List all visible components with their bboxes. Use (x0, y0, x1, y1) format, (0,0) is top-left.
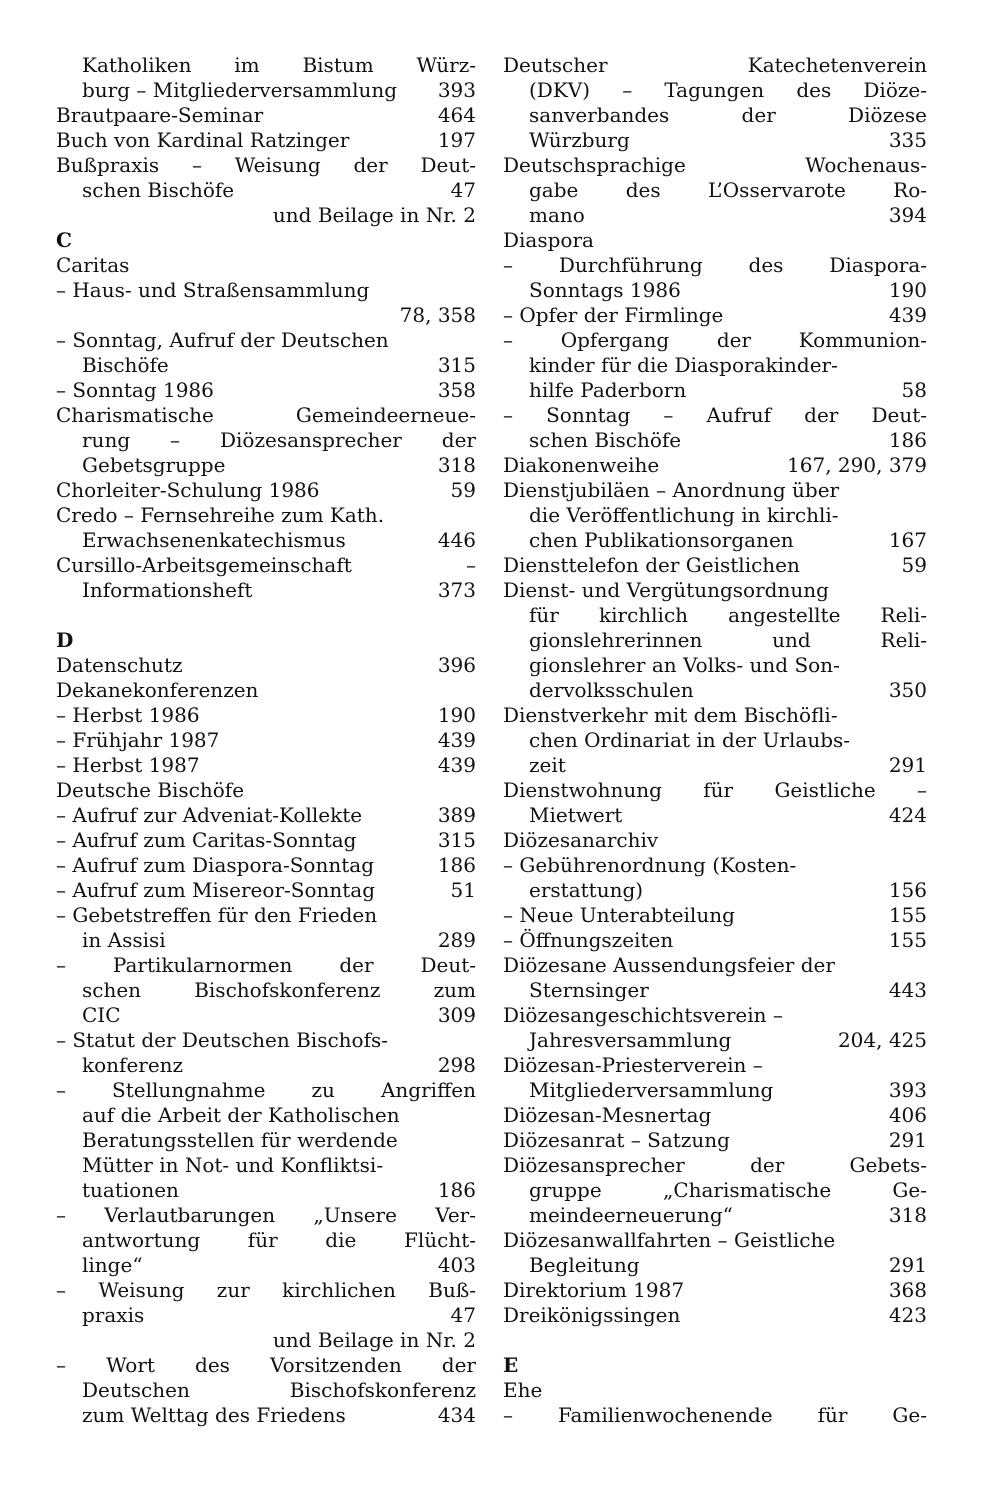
index-entry-text: die Veröffentlichung in kirchli- (529, 503, 839, 527)
index-entry-text: Katholiken im Bistum Würz- (82, 53, 476, 77)
index-line (503, 1153, 927, 1178)
index-entry-text: Dienstjubiläen – Anordnung über (503, 478, 840, 502)
index-entry-text: zum Welttag des Friedens (82, 1403, 346, 1427)
index-line (503, 328, 927, 353)
page-reference: 424 (888, 803, 927, 827)
page-reference: 394 (888, 203, 927, 227)
page-reference: 434 (437, 1403, 476, 1427)
index-line (503, 178, 927, 203)
section-letter (56, 228, 476, 253)
page-reference: 373 (437, 578, 476, 602)
index-line (56, 1003, 476, 1028)
index-entry-text: CIC (82, 1003, 121, 1027)
page-reference: 167 (888, 528, 927, 552)
index-line (56, 503, 476, 528)
index-line (503, 1378, 927, 1403)
index-entry-text: – Gebührenordnung (Kosten- (503, 853, 797, 877)
index-entry-text: Erwachsenenkatechismus (82, 528, 346, 552)
index-line (56, 878, 476, 903)
index-entry-text: – Opfergang der Kommunion- (503, 328, 927, 352)
index-line (56, 203, 476, 228)
index-entry-text: linge“ (82, 1253, 143, 1277)
index-entry-text: gruppe „Charismatische Ge- (529, 1178, 927, 1202)
index-entry-text: – Herbst 1986 (56, 703, 200, 727)
index-entry-text: Diözesansprecher der Gebets- (503, 1153, 927, 1177)
index-entry-text: Dreikönigssingen (503, 1303, 681, 1327)
index-entry-text: Jahresversammlung (529, 1028, 732, 1052)
page-reference: 155 (888, 903, 927, 927)
index-line (503, 153, 927, 178)
page-reference: 318 (888, 1203, 927, 1227)
index-entry-text: gionslehrerinnen und Reli- (529, 628, 927, 652)
index-line (56, 1078, 476, 1103)
index-entry-text: – Durchführung des Diaspora- (503, 253, 927, 277)
index-line (56, 278, 476, 303)
index-entry-text: antwortung für die Flücht- (82, 1228, 476, 1252)
index-line (56, 778, 476, 803)
index-line (503, 1178, 927, 1203)
index-line (56, 1228, 476, 1253)
index-entry-text: kinder für die Diasporakinder- (529, 353, 838, 377)
index-entry-text: – Sonntag – Aufruf der Deut- (503, 403, 927, 427)
index-line (56, 703, 476, 728)
index-entry-text: hilfe Paderborn (529, 378, 687, 402)
index-entry-text: Beratungsstellen für werdende (82, 1128, 398, 1152)
index-line (56, 178, 476, 203)
page-reference: 335 (888, 128, 927, 152)
index-entry-text: schen Bischöfe (82, 178, 235, 202)
index-line (56, 1128, 476, 1153)
page-reference: 318 (437, 453, 476, 477)
index-line (503, 228, 927, 253)
index-line (56, 753, 476, 778)
index-line (56, 1103, 476, 1128)
index-entry-text: tuationen (82, 1178, 179, 1202)
index-entry-text: – Sonntag, Aufruf der Deutschen (56, 328, 389, 352)
index-entry-text: gionslehrer an Volks- und Son- (529, 653, 840, 677)
index-entry-text: burg – Mitgliederversammlung (82, 78, 398, 102)
index-entry-text: Diözesan-Mesnertag (503, 1103, 712, 1127)
index-line (56, 353, 476, 378)
index-entry-text: Cursillo-Arbeitsgemeinschaft – (56, 553, 476, 577)
index-line (56, 428, 476, 453)
index-entry-text: Mütter in Not- und Konfliktsi- (82, 1153, 384, 1177)
index-entry-text: Datenschutz (56, 653, 183, 677)
index-line (56, 453, 476, 478)
index-line (56, 1203, 476, 1228)
page-reference: 156 (888, 878, 927, 902)
page-reference: 446 (437, 528, 476, 552)
index-line (503, 503, 927, 528)
index-line (56, 303, 476, 328)
index-line (503, 678, 927, 703)
index-line (56, 253, 476, 278)
index-entry-text: Bußpraxis – Weisung der Deut- (56, 153, 476, 177)
index-line (56, 403, 476, 428)
index-entry-text: Brautpaare-Seminar (56, 103, 264, 127)
index-entry-text: Diözesan-Priesterverein – (503, 1053, 763, 1077)
index-line (503, 628, 927, 653)
blank-line (56, 603, 476, 628)
index-line (503, 553, 927, 578)
index-line (503, 853, 927, 878)
index-entry-text: Diözesanrat – Satzung (503, 1128, 730, 1152)
index-entry-text: sanverbandes der Diözese (529, 103, 927, 127)
index-entry-text: – Herbst 1987 (56, 753, 200, 777)
section-letter-text: C (56, 228, 72, 252)
page-reference: 439 (888, 303, 927, 327)
index-line (56, 978, 476, 1003)
index-line (503, 53, 927, 78)
page-reference: 190 (888, 278, 927, 302)
page-reference: 423 (888, 1303, 927, 1327)
index-entry-text: auf die Arbeit der Katholischen (82, 1103, 400, 1127)
index-line (56, 1178, 476, 1203)
index-entry-text: Begleitung (529, 1253, 640, 1277)
page-reference: 58 (901, 378, 927, 402)
index-line (503, 203, 927, 228)
index-line (56, 103, 476, 128)
blank-line (503, 1328, 927, 1353)
index-entry-text: Diözesanarchiv (503, 828, 659, 852)
page-reference: 358 (437, 378, 476, 402)
index-entry-text: – Öffnungszeiten (503, 928, 674, 952)
page-reference: 396 (437, 653, 476, 677)
index-line (56, 1053, 476, 1078)
page-reference: 291 (888, 1253, 927, 1277)
index-line (56, 828, 476, 853)
index-line (56, 153, 476, 178)
index-line (56, 653, 476, 678)
index-entry-text: Charismatische Gemeindeerneue- (56, 403, 476, 427)
index-line (56, 678, 476, 703)
index-line (56, 1028, 476, 1053)
index-line (503, 878, 927, 903)
index-entry-text: Credo – Fernsehreihe zum Kath. (56, 503, 385, 527)
page-reference: 186 (437, 853, 476, 877)
index-line (56, 53, 476, 78)
index-entry-text: meindeerneuerung“ (529, 1203, 733, 1227)
page-reference: 78, 358 (399, 303, 476, 327)
page-reference: 368 (888, 1278, 927, 1302)
page-reference: 190 (437, 703, 476, 727)
page-reference: 439 (437, 728, 476, 752)
index-line (503, 128, 927, 153)
index-line (503, 1228, 927, 1253)
index-line (503, 1253, 927, 1278)
index-line (56, 1303, 476, 1328)
index-entry-text: (DKV) – Tagungen des Diöze- (529, 78, 927, 102)
index-entry-text: Bischöfe (82, 353, 169, 377)
page-reference: 59 (450, 478, 476, 502)
index-entry-text: Würzburg (529, 128, 630, 152)
index-line (503, 1303, 927, 1328)
index-entry-text: – Partikularnormen der Deut- (56, 953, 476, 977)
index-entry-text: – Aufruf zum Misereor-Sonntag (56, 878, 376, 902)
index-entry-text: zeit (529, 753, 566, 777)
page-reference: 291 (888, 1128, 927, 1152)
index-line (56, 1378, 476, 1403)
page-reference: 464 (437, 103, 476, 127)
index-line (503, 1203, 927, 1228)
index-line (503, 78, 927, 103)
index-entry-text: – Haus- und Straßensammlung (56, 278, 370, 302)
index-line (503, 403, 927, 428)
index-line (503, 303, 927, 328)
index-line (503, 478, 927, 503)
index-entry-text: Deutsche Bischöfe (56, 778, 245, 802)
index-entry-text: Chorleiter-Schulung 1986 (56, 478, 320, 502)
index-line (503, 978, 927, 1003)
index-entry-text: konferenz (82, 1053, 184, 1077)
page-reference: 186 (437, 1178, 476, 1202)
index-column-right (503, 53, 927, 1428)
index-line (503, 728, 927, 753)
index-entry-text: Direktorium 1987 (503, 1278, 685, 1302)
index-entry-text: chen Ordinariat in der Urlaubs- (529, 728, 851, 752)
index-line (503, 453, 927, 478)
section-letter-text: D (56, 628, 74, 652)
index-line (56, 128, 476, 153)
index-line (503, 578, 927, 603)
page-reference: 59 (901, 553, 927, 577)
index-line (503, 278, 927, 303)
page-reference: 389 (437, 803, 476, 827)
index-line (56, 903, 476, 928)
index-line (503, 1053, 927, 1078)
page-reference: 197 (437, 128, 476, 152)
index-line (56, 928, 476, 953)
page-reference: 47 (450, 178, 476, 202)
page-reference: 315 (437, 828, 476, 852)
page-reference: 298 (437, 1053, 476, 1077)
index-entry-text: Diaspora (503, 228, 594, 252)
index-line (56, 1278, 476, 1303)
index-entry-text: Diözesane Aussendungsfeier der (503, 953, 835, 977)
index-entry-text: Mitgliederversammlung (529, 1078, 774, 1102)
index-line (503, 103, 927, 128)
index-line (56, 853, 476, 878)
index-line (503, 803, 927, 828)
index-entry-text: mano (529, 203, 585, 227)
index-entry-text: – Weisung zur kirchlichen Buß- (56, 1278, 476, 1302)
index-entry-text: – Gebetstreffen für den Frieden (56, 903, 378, 927)
index-line (503, 828, 927, 853)
index-line (56, 78, 476, 103)
index-line (503, 753, 927, 778)
index-line (56, 478, 476, 503)
index-entry-text: – Frühjahr 1987 (56, 728, 220, 752)
index-entry-text: – Statut der Deutschen Bischofs- (56, 1028, 389, 1052)
index-line (56, 1403, 476, 1428)
index-line (56, 553, 476, 578)
page-reference: 204, 425 (837, 1028, 927, 1052)
index-line (56, 578, 476, 603)
index-entry-text: Mietwert (529, 803, 623, 827)
index-line (56, 1328, 476, 1353)
index-entry-text: Dekanekonferenzen (56, 678, 259, 702)
index-line (56, 1353, 476, 1378)
index-entry-text: Diakonenweihe (503, 453, 660, 477)
page-reference: 309 (437, 1003, 476, 1027)
index-column-left (56, 53, 476, 1428)
index-entry-text: schen Bischöfe (529, 428, 682, 452)
index-entry-text: Diözesanwallfahrten – Geistliche (503, 1228, 836, 1252)
index-line (56, 1153, 476, 1178)
index-line (503, 953, 927, 978)
page-reference: 167, 290, 379 (787, 453, 927, 477)
index-entry-text: Buch von Kardinal Ratzinger (56, 128, 350, 152)
index-entry-text: Gebetsgruppe (82, 453, 226, 477)
index-line (503, 1028, 927, 1053)
index-entry-text: Dienst- und Vergütungsordnung (503, 578, 829, 602)
index-line (503, 1128, 927, 1153)
index-line (503, 1103, 927, 1128)
page-reference: und Beilage in Nr. 2 (272, 203, 476, 227)
index-line (56, 953, 476, 978)
index-line (503, 1078, 927, 1103)
index-line (503, 928, 927, 953)
index-entry-text: Dienstwohnung für Geistliche – (503, 778, 927, 802)
index-entry-text: erstattung) (529, 878, 644, 902)
index-entry-text: gabe des L’Osservarote Ro- (529, 178, 927, 202)
page-reference: 186 (888, 428, 927, 452)
index-entry-text: rung – Diözesansprecher der (82, 428, 476, 452)
page-reference: 406 (888, 1103, 927, 1127)
index-line (503, 653, 927, 678)
index-entry-text: – Opfer der Firmlinge (503, 303, 724, 327)
index-entry-text: in Assisi (82, 928, 166, 952)
index-entry-text: schen Bischofskonferenz zum (82, 978, 476, 1002)
index-entry-text: Ehe (503, 1378, 543, 1402)
page-reference: 443 (888, 978, 927, 1002)
index-entry-text: Deutscher Katechetenverein (503, 53, 927, 77)
index-entry-text: Deutschsprachige Wochenaus- (503, 153, 927, 177)
index-entry-text: chen Publikationsorganen (529, 528, 794, 552)
index-line (503, 603, 927, 628)
page-reference: 393 (437, 78, 476, 102)
index-entry-text: Deutschen Bischofskonferenz (82, 1378, 476, 1402)
index-entry-text: Dienstverkehr mit dem Bischöfli- (503, 703, 838, 727)
index-entry-text: – Stellungnahme zu Angriffen (56, 1078, 476, 1102)
index-entry-text: praxis (82, 1303, 145, 1327)
index-entry-text: Informationsheft (82, 578, 253, 602)
page-reference: 315 (437, 353, 476, 377)
page-reference: 155 (888, 928, 927, 952)
index-entry-text: – Verlautbarungen „Unsere Ver- (56, 1203, 476, 1227)
index-line (503, 1403, 927, 1428)
page-reference: 51 (450, 878, 476, 902)
index-entry-text: – Wort des Vorsitzenden der (56, 1353, 476, 1377)
index-entry-text: – Sonntag 1986 (56, 378, 214, 402)
page-reference: 291 (888, 753, 927, 777)
index-line (503, 528, 927, 553)
index-entry-text: Diözesangeschichtsverein – (503, 1003, 783, 1027)
index-line (503, 903, 927, 928)
index-entry-text: für kirchlich angestellte Reli- (529, 603, 927, 627)
section-letter (503, 1353, 927, 1378)
index-line (503, 778, 927, 803)
index-line (503, 428, 927, 453)
section-letter-text: E (503, 1353, 519, 1377)
index-entry-text: – Familienwochenende für Ge- (503, 1403, 927, 1427)
page-reference: 289 (437, 928, 476, 952)
page-reference: 350 (888, 678, 927, 702)
index-entry-text: – Aufruf zum Diaspora-Sonntag (56, 853, 374, 877)
index-entry-text: Sonntags 1986 (529, 278, 681, 302)
index-line (56, 528, 476, 553)
index-line (503, 378, 927, 403)
index-entry-text: – Neue Unterabteilung (503, 903, 735, 927)
index-entry-text: Caritas (56, 253, 130, 277)
index-line (56, 328, 476, 353)
index-line (56, 728, 476, 753)
index-line (56, 803, 476, 828)
index-entry-text: – Aufruf zur Adveniat-Kollekte (56, 803, 363, 827)
index-entry-text: Sternsinger (529, 978, 649, 1002)
page-reference: 439 (437, 753, 476, 777)
index-line (503, 703, 927, 728)
index-line (503, 253, 927, 278)
index-entry-text: dervolksschulen (529, 678, 694, 702)
index-entry-text: Diensttelefon der Geistlichen (503, 553, 800, 577)
page-reference: und Beilage in Nr. 2 (272, 1328, 476, 1352)
index-line (56, 1253, 476, 1278)
index-entry-text: – Aufruf zum Caritas-Sonntag (56, 828, 357, 852)
index-line (56, 378, 476, 403)
index-line (503, 1003, 927, 1028)
page-reference: 393 (888, 1078, 927, 1102)
index-line (503, 353, 927, 378)
section-letter (56, 628, 476, 653)
page-reference: 47 (450, 1303, 476, 1327)
page-reference: 403 (437, 1253, 476, 1277)
index-line (503, 1278, 927, 1303)
